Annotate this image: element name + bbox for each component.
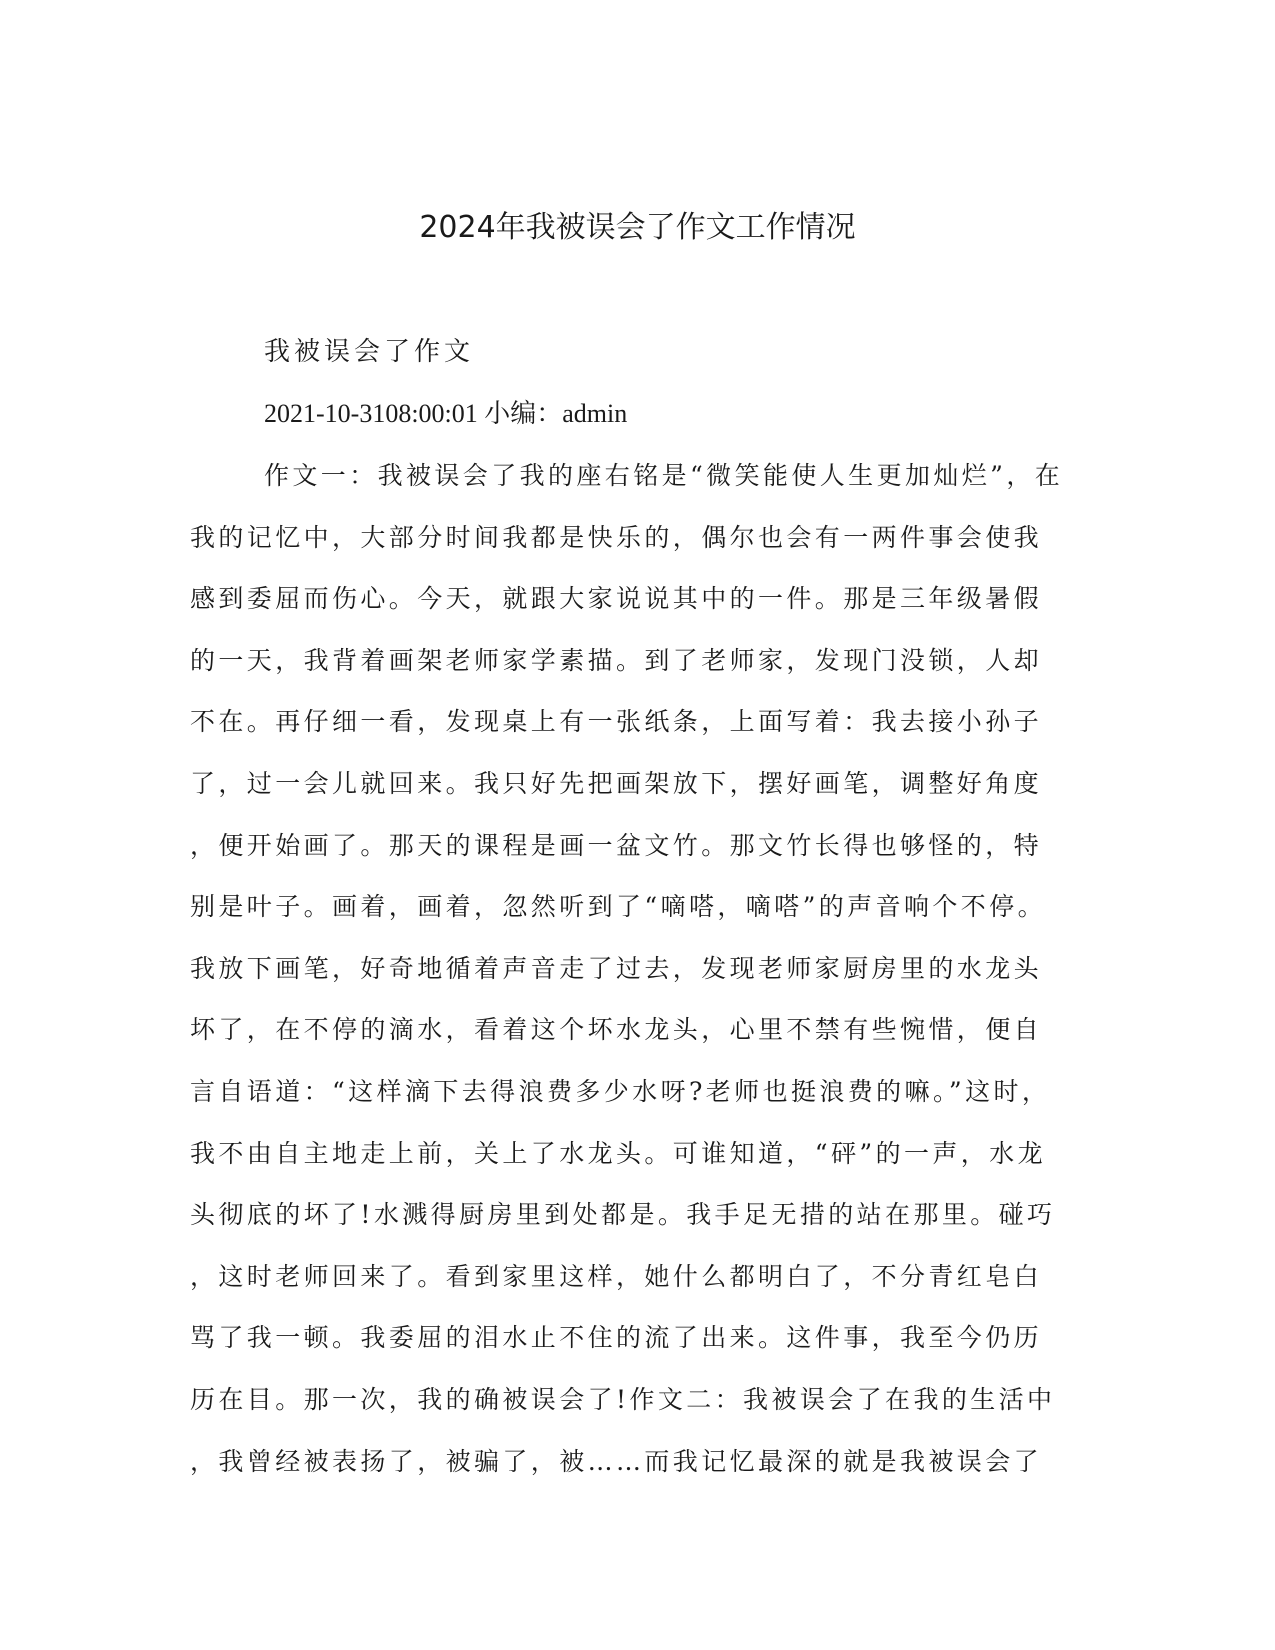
body-line: ，便开始画了。那天的课程是画一盆文竹。那文竹长得也够怪的，特 — [190, 830, 1043, 860]
body-line: 别是叶子。画着，画着，忽然听到了“嘀嗒，嘀嗒”的声音响个不停。 — [190, 892, 1046, 922]
body-line: 了，过一会儿就回来。我只好先把画架放下，摆好画笔，调整好角度 — [190, 768, 1043, 798]
body-line: 我不由自主地走上前，关上了水龙头。可谁知道，“砰”的一声，水龙 — [190, 1138, 1046, 1168]
body-line: ，我曾经被表扬了，被骗了，被……而我记忆最深的就是我被误会了 — [190, 1446, 1043, 1476]
body-line: 历在目。那一次，我的确被误会了!作文二：我被误会了在我的生活中 — [190, 1384, 1056, 1414]
body-line: 的一天，我背着画架老师家学素描。到了老师家，发现门没锁，人却 — [190, 645, 1043, 675]
body-line: 言自语道：“这样滴下去得浪费多少水呀?老师也挺浪费的嘛。”这时， — [190, 1076, 1051, 1106]
body-line: 骂了我一顿。我委屈的泪水止不住的流了出来。这件事，我至今仍历 — [190, 1323, 1043, 1353]
post-meta: 2021-10-3108:00:01 小编：admin — [264, 399, 628, 428]
body-line: 作文一：我被误会了我的座右铭是“微笑能使人生更加灿烂”，在 — [264, 461, 1064, 490]
body-line: 感到委屈而伤心。今天，就跟大家说说其中的一件。那是三年级暑假 — [190, 584, 1043, 614]
body-line: 不在。再仔细一看，发现桌上有一张纸条，上面写着：我去接小孙子 — [190, 707, 1043, 737]
body-line: 我放下画笔，好奇地循着声音走了过去，发现老师家厨房里的水龙头 — [190, 953, 1043, 983]
body-line: ，这时老师回来了。看到家里这样，她什么都明白了，不分青红皂白 — [190, 1261, 1043, 1291]
document-title: 2024年我被误会了作文工作情况 — [419, 210, 856, 245]
body-line: 坏了，在不停的滴水，看着这个坏水龙头，心里不禁有些惋惜，便自 — [190, 1015, 1043, 1045]
essay-body — [190, 458, 1080, 1505]
body-line: 头彻底的坏了!水溅得厨房里到处都是。我手足无措的站在那里。碰巧 — [190, 1200, 1056, 1230]
essay-subtitle: 我被误会了作文 — [264, 337, 475, 367]
body-line: 我的记忆中，大部分时间我都是快乐的，偶尔也会有一两件事会使我 — [190, 522, 1043, 552]
